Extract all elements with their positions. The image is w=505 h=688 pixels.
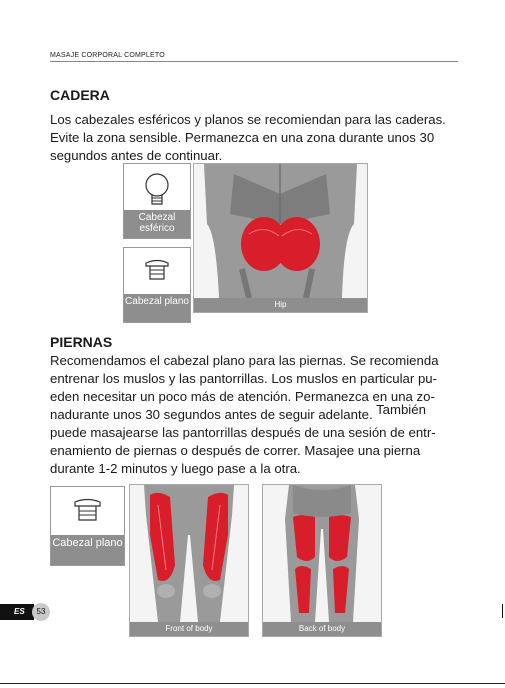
flat-head-figure-hip (123, 247, 191, 323)
page-number: 53 (32, 603, 50, 621)
sphere-head-figure (123, 163, 191, 239)
back-caption: Back of body (263, 622, 381, 636)
bottom-divider (0, 683, 505, 684)
legs-paragraph-tambien: También (376, 402, 426, 417)
front-legs-illustration (129, 484, 249, 637)
sphere-head-icon (124, 164, 190, 214)
hip-illustration (193, 163, 368, 313)
language-tab: ES (0, 604, 34, 620)
legs-paragraph (50, 352, 465, 478)
flat-head-icon (124, 248, 190, 294)
section-heading-legs: PIERNAS (50, 334, 113, 350)
flat-head-caption-hip: Cabezal plano (124, 294, 190, 322)
sphere-head-caption: Cabezal esférico (124, 210, 190, 238)
hip-paragraph: Los cabezales esféricos y planos se recomiendan para las caderas. Evite la zona sensible. Permanezca en una zona durante unos 30 segundos antes de continuar. (50, 112, 446, 163)
front-legs-muscle-image (130, 485, 248, 622)
hip-muscle-image (194, 164, 367, 298)
flat-head-caption-legs: Cabezal plano (51, 535, 124, 565)
back-legs-illustration (262, 484, 382, 637)
section-heading-hip: CADERA (50, 87, 110, 103)
flat-head-figure-legs (50, 486, 125, 566)
margin-mark (502, 604, 503, 618)
flat-head-icon (51, 487, 124, 535)
running-title: MASAJE CORPORAL COMPLETO (50, 52, 165, 59)
hip-caption: Hip (194, 298, 367, 312)
back-legs-muscle-image (263, 485, 381, 622)
legs-paragraph-start: Recomendamos el cabezal plano para las piernas. Se recomienda entrenar los muslos y las pantorrillas. Los muslos en particular pu-eden necesitar un poco más de atención. Permanezca en una zo-nadurante unos 30 segundos antes de seguir adelante. (50, 353, 439, 422)
legs-paragraph-end: puede masajearse las pantorrillas después de una sesión de entr-enamiento de piernas o después de correr. Masajee una pierna durante 1-2 minutos y luego pase a la otra. (50, 425, 436, 476)
header-divider (50, 61, 458, 62)
front-caption: Front of body (130, 622, 248, 636)
